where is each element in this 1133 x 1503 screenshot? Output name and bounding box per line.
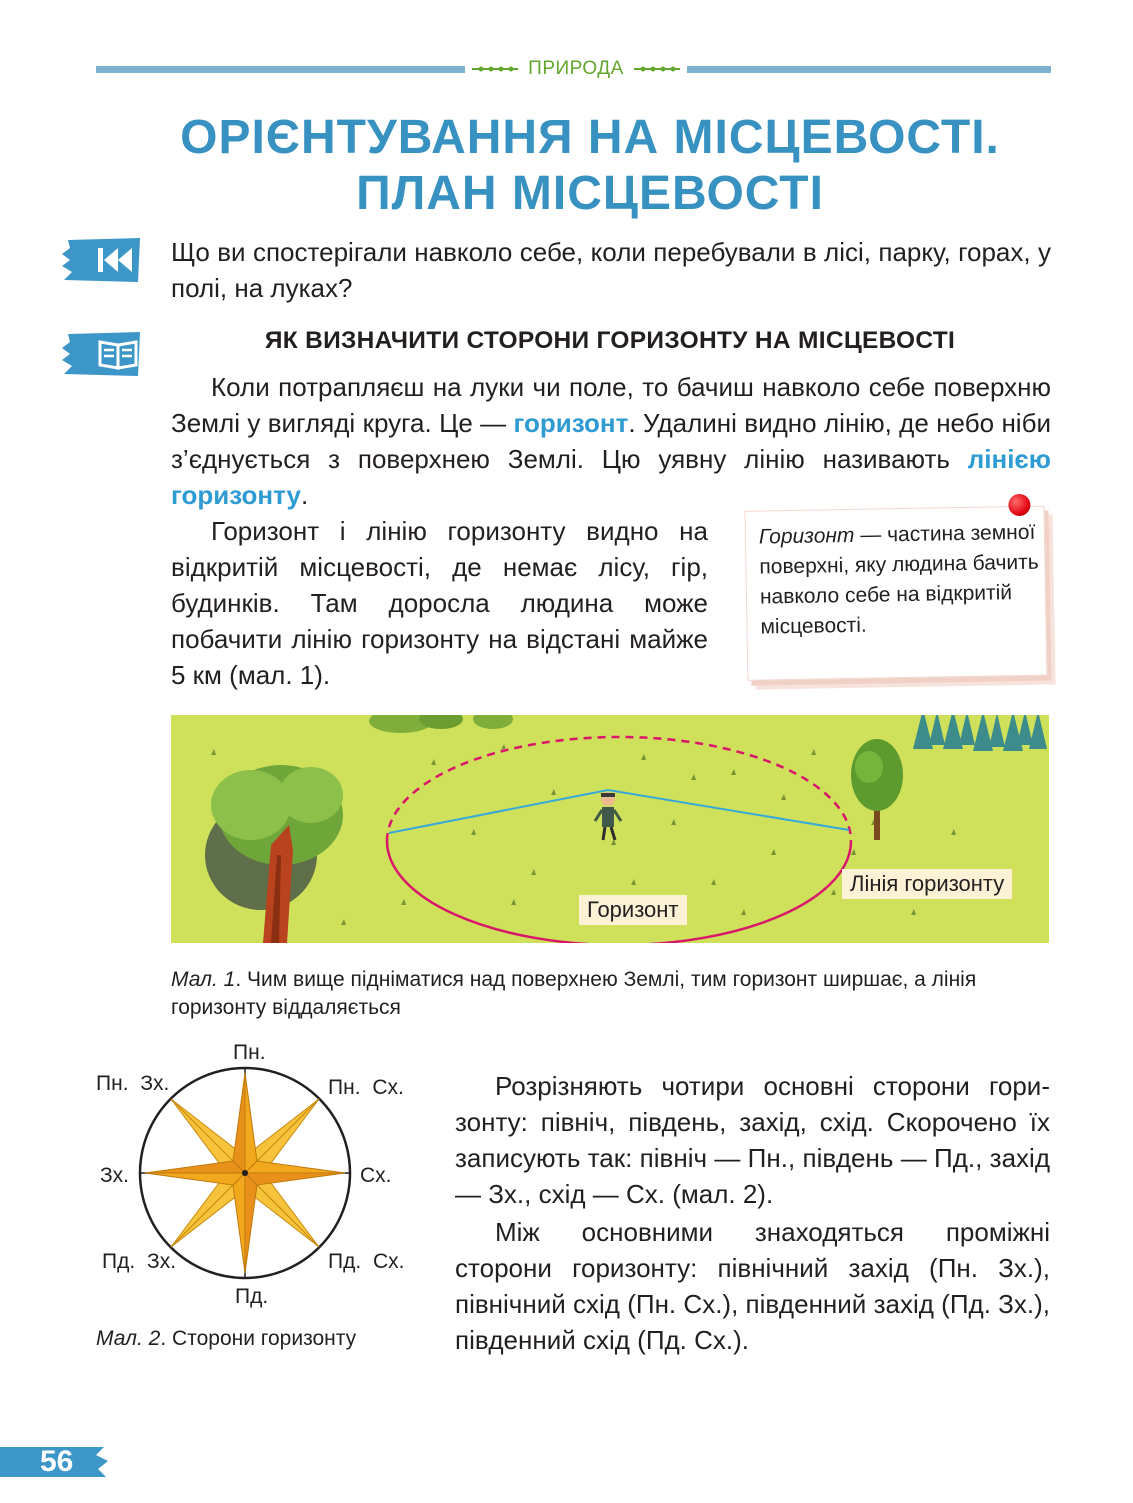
intro-question: Що ви спостерігали навколо себе, коли перебували в лісі, парку, горах, у полі, на луках? <box>171 237 1051 303</box>
paragraph-main-directions: Розрізняють чотири основні сторони горизонту: північ, південь, захід, схід. Скорочено їх записують так: північ — Пн., південь — Пд., захід — Зх., схід — Сх. (мал. 2). <box>455 1071 1050 1209</box>
label-horizon-line: Лінія горизонту <box>842 869 1012 899</box>
caption-text: . Чим вище підніматися над поверхнею Землі, тим горизонт ширшає, а лінія горизонту віддаляється <box>171 968 977 1019</box>
leaf-sprig-left-icon <box>470 63 520 75</box>
page-number: 56 <box>40 1445 74 1478</box>
compass-label-s: Пд. <box>235 1285 269 1308</box>
definition-text <box>759 518 1041 643</box>
section-name: ПРИРОДА <box>528 58 624 79</box>
rewind-icon <box>62 236 142 284</box>
compass-label-se: Пд. Сх. <box>328 1250 405 1273</box>
figure1-caption <box>171 966 1051 1022</box>
text-run: . Удалині видно лінію, де небо ніби з’єднується з поверхнею Землі. Цю уявну лінію називають <box>171 408 1051 474</box>
compass-label-sw: Пд. Зх. <box>102 1250 177 1273</box>
section-heading: ЯК ВИЗНАЧИТИ СТОРОНИ ГОРИЗОНТУ НА МІСЦЕВОСТІ <box>264 327 956 354</box>
compass-rose <box>130 1065 360 1281</box>
compass-label-n: Пн. <box>233 1041 266 1064</box>
text-run: . <box>300 480 309 510</box>
compass-label-w: Зх. <box>100 1164 130 1187</box>
compass-label-e: Сх. <box>360 1164 392 1187</box>
compass-label-ne: Пн. Сх. <box>328 1076 404 1099</box>
book-icon <box>62 330 142 378</box>
paragraph-horizon <box>171 369 1051 513</box>
term-horizon-line: лінією горизонту <box>171 444 1051 510</box>
section-label <box>465 56 687 82</box>
title-line-2: ПЛАН МІСЦЕВОСТІ <box>356 167 824 220</box>
caption-number: Мал. 2 <box>96 1327 161 1350</box>
caption-text: . Сторони горизонту <box>160 1327 357 1350</box>
leaf-sprig-right-icon <box>632 63 682 75</box>
definition-term: Горизонт <box>758 523 855 549</box>
title-line-1: ОРІЄНТУВАННЯ НА МІСЦЕВОСТІ. <box>180 111 1000 164</box>
paragraph-visibility: Горизонт і лінію горизонту видно на відкритій місцевості, де немає лісу, гір, будинків. Там доросла людина може побачити лінію горизонту на відстані майже 5 км (мал. 1). <box>171 516 708 690</box>
compass-label-nw: Пн. Зх. <box>96 1072 170 1095</box>
page-title <box>150 110 1030 222</box>
caption-number: Мал. 1 <box>171 968 236 991</box>
term-horizon: горизонт <box>513 408 629 438</box>
text-run: Коли потрапляєш на луки чи поле, то бачиш навколо себе поверхню Землі у вигляді круга. Це — <box>171 372 1051 438</box>
paragraph-intermediate-directions: Між основними знаходяться проміжні сторони горизонту: північний захід (Пн. Зх.), північний схід (Пн. Сх.), південний захід (Пд. Зх.), південний схід (Пд. Сх.). <box>455 1217 1050 1355</box>
definition-body: — частина земної поверхні, яку людина бачить навколо себе на відкритій місцевості. <box>759 520 1039 639</box>
label-horizon: Горизонт <box>579 895 687 925</box>
definition-card <box>744 505 1067 691</box>
figure2-caption <box>96 1325 356 1353</box>
